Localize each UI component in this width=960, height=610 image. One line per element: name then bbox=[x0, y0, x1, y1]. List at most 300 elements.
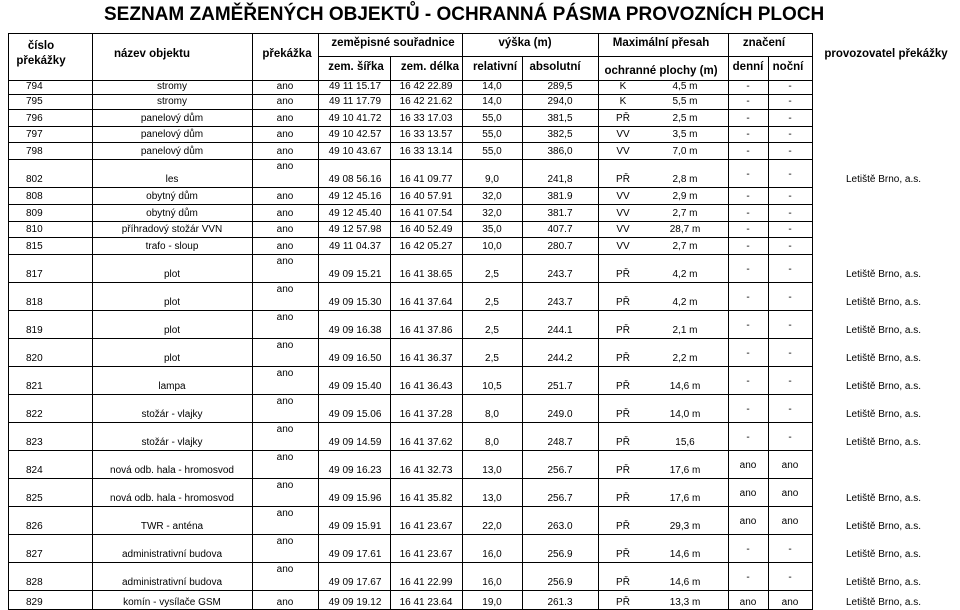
cell-night: - bbox=[788, 241, 792, 252]
cell-over: 2,7 m bbox=[672, 208, 698, 219]
grid-line bbox=[598, 80, 599, 610]
cell-abs: 244.1 bbox=[547, 325, 573, 336]
cell-obst: ano bbox=[276, 161, 294, 172]
cell-plane: VV bbox=[616, 224, 630, 235]
cell-night: - bbox=[788, 113, 792, 124]
header-provozovatel: provozovatel překážky bbox=[824, 48, 948, 60]
grid-line bbox=[8, 394, 812, 395]
cell-lat: 49 11 17.79 bbox=[328, 96, 382, 107]
cell-lat: 49 08 56.16 bbox=[328, 174, 382, 185]
cell-op: Letiště Brno, a.s. bbox=[846, 325, 922, 336]
cell-rel: 32,0 bbox=[482, 191, 502, 202]
cell-over: 13,3 m bbox=[669, 597, 701, 608]
header-prekazka: překážka bbox=[262, 48, 312, 60]
cell-night: - bbox=[788, 81, 792, 92]
document-title: SEZNAM ZAMĚŘENÝCH OBJEKTŮ - OCHRANNÁ PÁSMA PROVOZNÍCH PLOCH bbox=[104, 4, 825, 25]
cell-day: ano bbox=[739, 460, 757, 471]
cell-id: 797 bbox=[26, 129, 43, 140]
cell-day: - bbox=[746, 191, 750, 202]
cell-abs: 381.9 bbox=[547, 191, 573, 202]
cell-name: TWR - anténa bbox=[140, 521, 204, 532]
cell-over: 4,2 m bbox=[672, 297, 698, 308]
cell-day: - bbox=[746, 292, 750, 303]
cell-obst: ano bbox=[276, 340, 294, 351]
cell-day: - bbox=[746, 224, 750, 235]
cell-lat: 49 09 15.40 bbox=[328, 381, 382, 392]
grid-line bbox=[8, 310, 812, 311]
cell-plane: PŘ bbox=[616, 297, 630, 308]
header-souradnice: zeměpisné souřadnice bbox=[331, 37, 455, 49]
cell-obst: ano bbox=[276, 368, 294, 379]
cell-lon: 16 41 07.54 bbox=[399, 208, 453, 219]
cell-night: - bbox=[788, 208, 792, 219]
cell-name: komín - vysílače GSM bbox=[123, 597, 221, 608]
cell-over: 17,6 m bbox=[669, 465, 701, 476]
cell-plane: PŘ bbox=[616, 325, 630, 336]
cell-rel: 14,0 bbox=[482, 81, 502, 92]
cell-id: 821 bbox=[26, 381, 43, 392]
cell-rel: 2,5 bbox=[485, 325, 499, 336]
cell-lat: 49 11 04.37 bbox=[328, 241, 382, 252]
cell-name: panelový dům bbox=[140, 129, 204, 140]
cell-plane: PŘ bbox=[616, 381, 630, 392]
cell-lat: 49 12 57.98 bbox=[328, 224, 382, 235]
cell-plane: VV bbox=[616, 146, 630, 157]
cell-lat: 49 10 42.57 bbox=[328, 129, 382, 140]
cell-night: - bbox=[788, 544, 792, 555]
cell-lat: 49 09 15.06 bbox=[328, 409, 382, 420]
cell-plane: K bbox=[619, 96, 627, 107]
cell-id: 828 bbox=[26, 577, 43, 588]
cell-name: plot bbox=[163, 297, 181, 308]
cell-rel: 55,0 bbox=[482, 129, 502, 140]
cell-rel: 10,0 bbox=[482, 241, 502, 252]
cell-id: 825 bbox=[26, 493, 43, 504]
cell-abs: 256.7 bbox=[547, 465, 573, 476]
cell-over: 2,8 m bbox=[672, 174, 698, 185]
grid-line bbox=[8, 221, 812, 222]
cell-lat: 49 09 15.96 bbox=[328, 493, 382, 504]
cell-id: 822 bbox=[26, 409, 43, 420]
cell-night: ano bbox=[781, 516, 799, 527]
cell-abs: 289,5 bbox=[547, 81, 573, 92]
cell-id: 808 bbox=[26, 191, 43, 202]
cell-lat: 49 10 41.72 bbox=[328, 113, 382, 124]
cell-obst: ano bbox=[276, 508, 294, 519]
header-sirka: zem. šířka bbox=[328, 61, 384, 73]
grid-line bbox=[8, 450, 812, 451]
cell-op: Letiště Brno, a.s. bbox=[846, 521, 922, 532]
cell-rel: 9,0 bbox=[485, 174, 499, 185]
cell-lon: 16 33 13.57 bbox=[399, 129, 453, 140]
cell-op: Letiště Brno, a.s. bbox=[846, 297, 922, 308]
cell-rel: 32,0 bbox=[482, 208, 502, 219]
cell-plane: PŘ bbox=[616, 493, 630, 504]
header-presah: Maximální přesah bbox=[612, 37, 710, 49]
cell-id: 829 bbox=[26, 597, 43, 608]
cell-lon: 16 41 36.37 bbox=[399, 353, 453, 364]
cell-name: panelový dům bbox=[140, 146, 204, 157]
cell-night: - bbox=[788, 96, 792, 107]
cell-night: - bbox=[788, 572, 792, 583]
cell-day: - bbox=[746, 113, 750, 124]
cell-name: lampa bbox=[158, 381, 186, 392]
cell-night: ano bbox=[781, 460, 799, 471]
grid-line bbox=[8, 254, 812, 255]
header-prekazky-nr: překážky bbox=[16, 55, 66, 67]
cell-night: - bbox=[788, 129, 792, 140]
header-nazev: název objektu bbox=[113, 48, 191, 60]
cell-rel: 22,0 bbox=[482, 521, 502, 532]
cell-lon: 16 41 37.62 bbox=[399, 437, 453, 448]
cell-plane: PŘ bbox=[616, 465, 630, 476]
header-delka: zem. délka bbox=[400, 61, 460, 73]
cell-obst: ano bbox=[276, 396, 294, 407]
cell-name: stromy bbox=[157, 81, 187, 92]
cell-id: 824 bbox=[26, 465, 43, 476]
grid-line bbox=[8, 282, 812, 283]
cell-over: 2,9 m bbox=[672, 191, 698, 202]
cell-rel: 10,5 bbox=[482, 381, 502, 392]
cell-obst: ano bbox=[276, 146, 294, 157]
cell-lon: 16 41 23.67 bbox=[399, 549, 453, 560]
grid-line bbox=[8, 590, 812, 591]
cell-name: plot bbox=[163, 325, 181, 336]
cell-plane: PŘ bbox=[616, 353, 630, 364]
cell-op: Letiště Brno, a.s. bbox=[846, 353, 922, 364]
cell-id: 817 bbox=[26, 269, 43, 280]
cell-id: 794 bbox=[26, 81, 43, 92]
grid-line bbox=[728, 80, 729, 610]
header-vyska: výška (m) bbox=[498, 37, 552, 49]
grid-line bbox=[8, 142, 812, 143]
grid-line bbox=[8, 478, 812, 479]
cell-over: 2,5 m bbox=[672, 113, 698, 124]
header-relativni: relativní bbox=[472, 61, 518, 73]
cell-lon: 16 41 35.82 bbox=[399, 493, 453, 504]
cell-over: 17,6 m bbox=[669, 493, 701, 504]
cell-abs: 251.7 bbox=[547, 381, 573, 392]
cell-op: Letiště Brno, a.s. bbox=[846, 409, 922, 420]
grid-line bbox=[318, 80, 319, 610]
cell-lat: 49 11 15.17 bbox=[328, 81, 382, 92]
cell-day: - bbox=[746, 146, 750, 157]
cell-obst: ano bbox=[276, 191, 294, 202]
cell-abs: 381,5 bbox=[547, 113, 573, 124]
cell-id: 818 bbox=[26, 297, 43, 308]
cell-id: 809 bbox=[26, 208, 43, 219]
grid-line bbox=[8, 506, 812, 507]
header-znaceni: značení bbox=[742, 37, 786, 49]
cell-lon: 16 42 05.27 bbox=[399, 241, 453, 252]
cell-plane: PŘ bbox=[616, 113, 630, 124]
cell-over: 4,5 m bbox=[672, 81, 698, 92]
cell-plane: VV bbox=[616, 129, 630, 140]
grid-line bbox=[318, 56, 812, 57]
cell-abs: 261.3 bbox=[547, 597, 573, 608]
cell-lat: 49 09 15.30 bbox=[328, 297, 382, 308]
cell-obst: ano bbox=[276, 284, 294, 295]
cell-abs: 256.7 bbox=[547, 493, 573, 504]
cell-day: - bbox=[746, 241, 750, 252]
cell-night: - bbox=[788, 191, 792, 202]
cell-day: - bbox=[746, 129, 750, 140]
cell-rel: 2,5 bbox=[485, 353, 499, 364]
cell-night: ano bbox=[781, 488, 799, 499]
cell-id: 815 bbox=[26, 241, 43, 252]
cell-plane: PŘ bbox=[616, 269, 630, 280]
cell-over: 3,5 m bbox=[672, 129, 698, 140]
cell-rel: 8,0 bbox=[485, 409, 499, 420]
cell-name: stožár - vlajky bbox=[141, 409, 203, 420]
cell-day: - bbox=[746, 432, 750, 443]
cell-night: - bbox=[788, 146, 792, 157]
cell-op: Letiště Brno, a.s. bbox=[846, 577, 922, 588]
cell-over: 5,5 m bbox=[672, 96, 698, 107]
cell-day: - bbox=[746, 376, 750, 387]
cell-lat: 49 12 45.16 bbox=[328, 191, 382, 202]
cell-name: obytný dům bbox=[146, 191, 198, 202]
grid-line bbox=[8, 562, 812, 563]
cell-rel: 8,0 bbox=[485, 437, 499, 448]
grid-line bbox=[252, 80, 253, 610]
grid-line bbox=[8, 109, 812, 110]
cell-day: - bbox=[746, 404, 750, 415]
grid-line bbox=[812, 80, 813, 610]
cell-day: - bbox=[746, 572, 750, 583]
cell-abs: 249.0 bbox=[547, 409, 573, 420]
cell-abs: 256.9 bbox=[547, 549, 573, 560]
cell-day: ano bbox=[739, 516, 757, 527]
cell-plane: PŘ bbox=[616, 437, 630, 448]
cell-abs: 244.2 bbox=[547, 353, 573, 364]
header-denni: denní bbox=[732, 61, 764, 73]
cell-lon: 16 41 38.65 bbox=[399, 269, 453, 280]
cell-obst: ano bbox=[276, 597, 294, 608]
cell-op: Letiště Brno, a.s. bbox=[846, 597, 922, 608]
cell-plane: K bbox=[619, 81, 627, 92]
cell-night: - bbox=[788, 348, 792, 359]
cell-lon: 16 40 57.91 bbox=[399, 191, 453, 202]
cell-over: 2,7 m bbox=[672, 241, 698, 252]
cell-id: 826 bbox=[26, 521, 43, 532]
cell-name: stožár - vlajky bbox=[141, 437, 203, 448]
cell-day: - bbox=[746, 264, 750, 275]
grid-line bbox=[522, 80, 523, 610]
header-nocni: noční bbox=[772, 61, 804, 73]
cell-lat: 49 09 19.12 bbox=[328, 597, 382, 608]
header-plochy: ochranné plochy (m) bbox=[604, 65, 718, 77]
cell-obst: ano bbox=[276, 564, 294, 575]
cell-plane: VV bbox=[616, 241, 630, 252]
cell-night: - bbox=[788, 320, 792, 331]
grid-line bbox=[8, 237, 812, 238]
cell-obst: ano bbox=[276, 113, 294, 124]
cell-obst: ano bbox=[276, 224, 294, 235]
cell-night: - bbox=[788, 264, 792, 275]
cell-over: 15,6 bbox=[675, 437, 695, 448]
cell-obst: ano bbox=[276, 81, 294, 92]
grid-line bbox=[8, 422, 812, 423]
cell-plane: PŘ bbox=[616, 174, 630, 185]
cell-day: - bbox=[746, 81, 750, 92]
grid-line bbox=[8, 159, 812, 160]
cell-day: ano bbox=[739, 488, 757, 499]
cell-abs: 407.7 bbox=[547, 224, 573, 235]
grid-line bbox=[8, 534, 812, 535]
cell-obst: ano bbox=[276, 256, 294, 267]
cell-abs: 381.7 bbox=[547, 208, 573, 219]
cell-rel: 13,0 bbox=[482, 493, 502, 504]
cell-lon: 16 41 37.28 bbox=[399, 409, 453, 420]
grid-line bbox=[8, 126, 812, 127]
cell-id: 796 bbox=[26, 113, 43, 124]
cell-lat: 49 12 45.40 bbox=[328, 208, 382, 219]
cell-name: les bbox=[165, 174, 179, 185]
cell-lat: 49 09 16.38 bbox=[328, 325, 382, 336]
cell-abs: 248.7 bbox=[547, 437, 573, 448]
cell-rel: 16,0 bbox=[482, 549, 502, 560]
cell-plane: VV bbox=[616, 191, 630, 202]
cell-name: nová odb. hala - hromosvod bbox=[110, 465, 234, 476]
cell-night: - bbox=[788, 432, 792, 443]
cell-lon: 16 41 23.64 bbox=[399, 597, 453, 608]
cell-obst: ano bbox=[276, 129, 294, 140]
header-absolutni: absolutní bbox=[529, 61, 581, 73]
cell-night: - bbox=[788, 169, 792, 180]
cell-name: obytný dům bbox=[146, 208, 198, 219]
cell-rel: 55,0 bbox=[482, 146, 502, 157]
cell-id: 827 bbox=[26, 549, 43, 560]
cell-lon: 16 41 22.99 bbox=[399, 577, 453, 588]
cell-over: 2,1 m bbox=[672, 325, 698, 336]
cell-op: Letiště Brno, a.s. bbox=[846, 381, 922, 392]
cell-lon: 16 41 37.64 bbox=[399, 297, 453, 308]
cell-rel: 55,0 bbox=[482, 113, 502, 124]
cell-name: administrativní budova bbox=[121, 549, 223, 560]
cell-lat: 49 10 43.67 bbox=[328, 146, 382, 157]
grid-line bbox=[8, 366, 812, 367]
cell-name: příhradový stožár VVN bbox=[121, 224, 223, 235]
cell-rel: 14,0 bbox=[482, 96, 502, 107]
cell-night: - bbox=[788, 292, 792, 303]
grid-line bbox=[390, 80, 391, 610]
cell-abs: 382,5 bbox=[547, 129, 573, 140]
grid-line bbox=[8, 338, 812, 339]
cell-rel: 2,5 bbox=[485, 297, 499, 308]
cell-id: 810 bbox=[26, 224, 43, 235]
cell-rel: 35,0 bbox=[482, 224, 502, 235]
cell-abs: 241,8 bbox=[547, 174, 573, 185]
cell-obst: ano bbox=[276, 96, 294, 107]
cell-day: - bbox=[746, 96, 750, 107]
cell-night: - bbox=[788, 376, 792, 387]
cell-plane: PŘ bbox=[616, 521, 630, 532]
cell-over: 14,6 m bbox=[669, 381, 701, 392]
cell-id: 802 bbox=[26, 174, 43, 185]
cell-lon: 16 40 52.49 bbox=[399, 224, 453, 235]
cell-day: ano bbox=[739, 597, 757, 608]
cell-over: 14,0 m bbox=[669, 409, 701, 420]
cell-abs: 386,0 bbox=[547, 146, 573, 157]
cell-op: Letiště Brno, a.s. bbox=[846, 437, 922, 448]
cell-name: panelový dům bbox=[140, 113, 204, 124]
cell-rel: 19,0 bbox=[482, 597, 502, 608]
cell-op: Letiště Brno, a.s. bbox=[846, 174, 922, 185]
cell-name: plot bbox=[163, 269, 181, 280]
cell-lon: 16 33 17.03 bbox=[399, 113, 453, 124]
cell-name: nová odb. hala - hromosvod bbox=[110, 493, 234, 504]
cell-obst: ano bbox=[276, 241, 294, 252]
cell-day: - bbox=[746, 208, 750, 219]
cell-rel: 2,5 bbox=[485, 269, 499, 280]
cell-day: - bbox=[746, 320, 750, 331]
cell-name: administrativní budova bbox=[121, 577, 223, 588]
header-cislo: číslo bbox=[27, 40, 55, 52]
grid-line bbox=[8, 33, 812, 34]
cell-lon: 16 42 22.89 bbox=[399, 81, 453, 92]
cell-lat: 49 09 16.23 bbox=[328, 465, 382, 476]
cell-rel: 16,0 bbox=[482, 577, 502, 588]
cell-id: 795 bbox=[26, 96, 43, 107]
cell-obst: ano bbox=[276, 424, 294, 435]
cell-day: - bbox=[746, 169, 750, 180]
cell-day: - bbox=[746, 348, 750, 359]
cell-plane: PŘ bbox=[616, 577, 630, 588]
cell-abs: 243.7 bbox=[547, 297, 573, 308]
cell-op: Letiště Brno, a.s. bbox=[846, 549, 922, 560]
grid-line bbox=[8, 187, 812, 188]
cell-lat: 49 09 15.91 bbox=[328, 521, 382, 532]
cell-day: - bbox=[746, 544, 750, 555]
grid-line bbox=[8, 204, 812, 205]
cell-abs: 280.7 bbox=[547, 241, 573, 252]
cell-plane: PŘ bbox=[616, 597, 630, 608]
grid-line bbox=[8, 80, 9, 610]
grid-line bbox=[8, 94, 812, 95]
cell-id: 819 bbox=[26, 325, 43, 336]
cell-obst: ano bbox=[276, 536, 294, 547]
cell-lon: 16 33 13.14 bbox=[399, 146, 453, 157]
cell-plane: PŘ bbox=[616, 409, 630, 420]
cell-lat: 49 09 16.50 bbox=[328, 353, 382, 364]
cell-abs: 263.0 bbox=[547, 521, 573, 532]
cell-rel: 13,0 bbox=[482, 465, 502, 476]
cell-over: 4,2 m bbox=[672, 269, 698, 280]
cell-name: plot bbox=[163, 353, 181, 364]
cell-night: - bbox=[788, 404, 792, 415]
cell-lat: 49 09 14.59 bbox=[328, 437, 382, 448]
cell-abs: 294,0 bbox=[547, 96, 573, 107]
grid-line bbox=[92, 80, 93, 610]
cell-abs: 243.7 bbox=[547, 269, 573, 280]
cell-id: 820 bbox=[26, 353, 43, 364]
cell-obst: ano bbox=[276, 208, 294, 219]
cell-op: Letiště Brno, a.s. bbox=[846, 493, 922, 504]
cell-name: stromy bbox=[157, 96, 187, 107]
cell-over: 2,2 m bbox=[672, 353, 698, 364]
cell-over: 7,0 m bbox=[672, 146, 698, 157]
grid-line bbox=[462, 80, 463, 610]
cell-op: Letiště Brno, a.s. bbox=[846, 269, 922, 280]
cell-plane: VV bbox=[616, 208, 630, 219]
cell-lon: 16 41 36.43 bbox=[399, 381, 453, 392]
cell-lon: 16 42 21.62 bbox=[399, 96, 453, 107]
cell-id: 798 bbox=[26, 146, 43, 157]
grid-line bbox=[768, 80, 769, 610]
cell-lat: 49 09 15.21 bbox=[328, 269, 382, 280]
cell-over: 14,6 m bbox=[669, 577, 701, 588]
